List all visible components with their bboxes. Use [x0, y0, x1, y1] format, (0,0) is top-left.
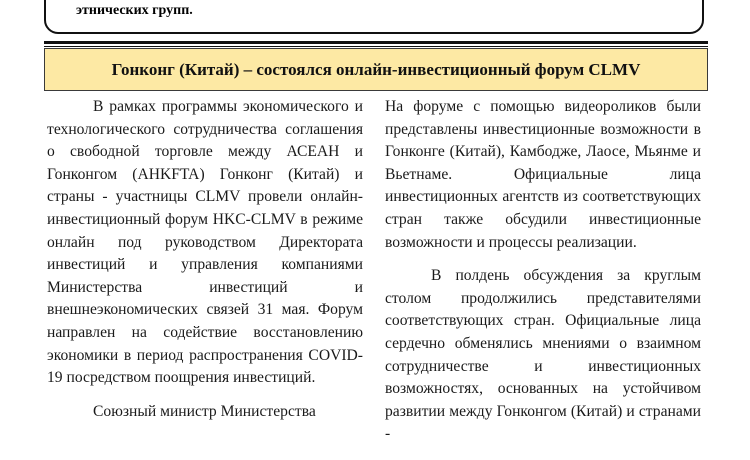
article-right-column	[385, 96, 701, 446]
article-title-banner	[44, 48, 708, 91]
right-paragraph-2: В полдень обсуждения за круглым столом продолжились представителями соответствующих стран. Официальные лица сердечно обменялись мнениями о взаимном сотрудничестве и инвестиционных возможностях, основанных на устойчивом развитии между Гонконгом (Китай) и странами -	[385, 267, 701, 443]
article-left-column	[47, 96, 363, 423]
left-paragraph-2: Союзный министр Министерства	[93, 402, 316, 420]
section-divider-thin	[44, 46, 708, 47]
previous-article-box	[44, 0, 704, 34]
previous-article-tail-text: этнических групп.	[76, 3, 193, 18]
article-title: Гонконг (Китай) – состоялся онлайн-инвестиционный форум CLMV	[111, 59, 641, 79]
right-paragraph-1: На форуме с помощью видеороликов были представлены инвестиционные возможности в Гонконге (Китай), Камбодже, Лаосе, Мьянме и Вьетнаме. Официальные лица инвестиционных агентств из соответствующих стран также обсудили инвестиционные возможности и процессы реализации.	[385, 98, 701, 251]
section-divider-thick	[44, 41, 708, 44]
left-paragraph-1: В рамках программы экономического и технологического сотрудничества соглашения о свободной торговле между АСЕАН и Гонконгом (AHKFTA) Гонконг (Китай) и страны - участницы CLMV провели онлайн-инвестиционный форум HKC-CLMV в режиме онлайн под руководством Директората инвестиций и управления компаниями Министерства инвестиций и внешнеэкономических связей 31 мая. Форум направлен на содействие восстановлению экономики в период распространения COVID-19 посредством поощрения инвестиций.	[47, 98, 363, 387]
